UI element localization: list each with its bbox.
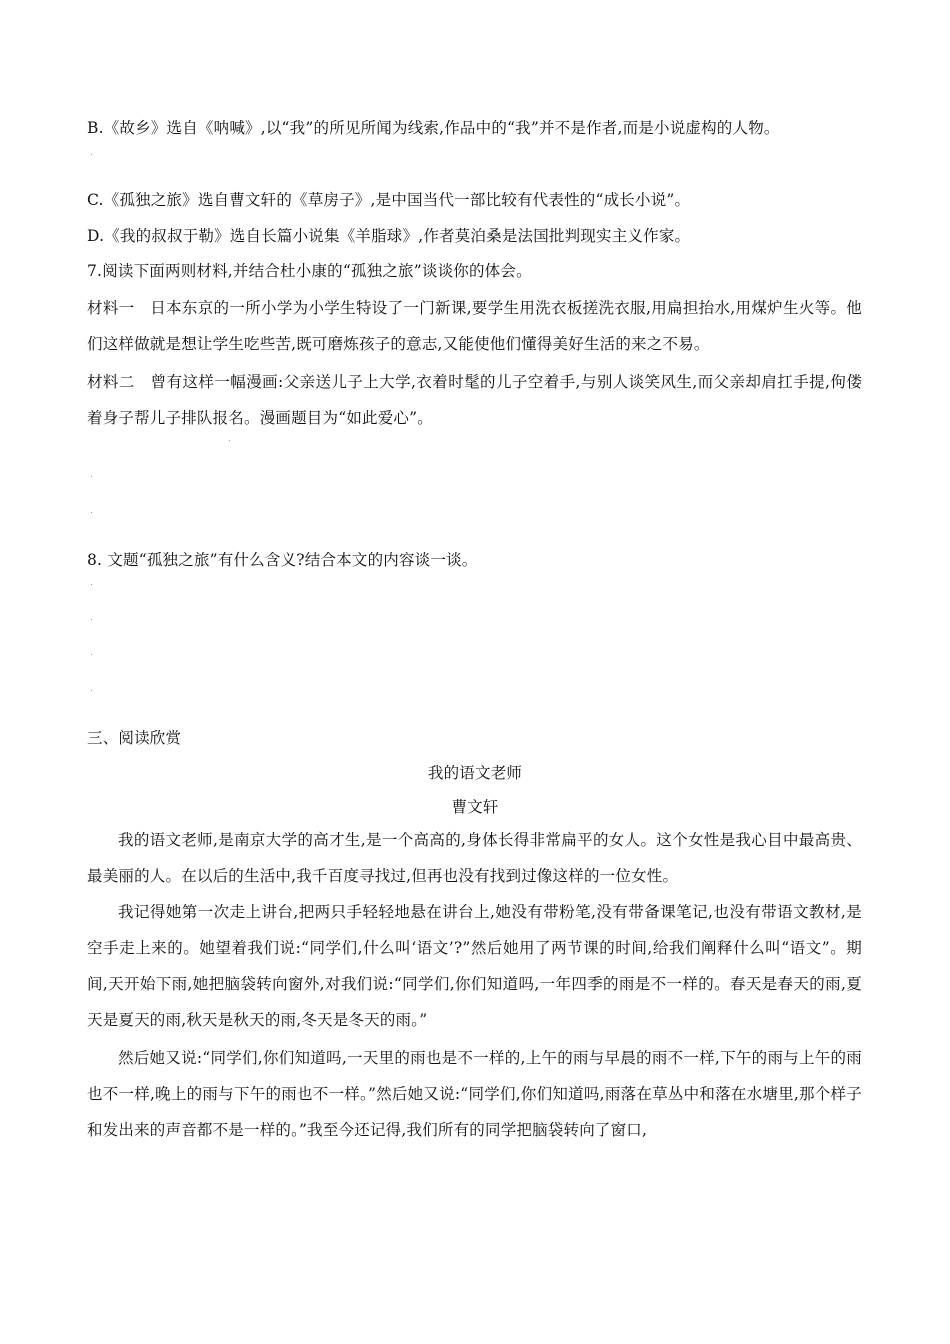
blank-line-marker: . <box>228 434 231 444</box>
section-3-heading: 三、阅读欣赏 <box>87 729 182 747</box>
article-paragraph-2: 我记得她第一次走上讲台,把两只手轻轻地悬在讲台上,她没有带粉笔,没有带备课笔记,也没有带语文教材,是空手走上来的。她望着我们说:“同学们,什么叫‘语文’?”然后她用了两节课的时间,给我们阐释什么叫“语文”。期间,天开始下雨,她把脑袋转向窗外,对我们说:“同学们,你们知道吗,一年四季的雨是不一样的。春天是春天的雨,夏天是夏天的雨,秋天是秋天的雨,冬天是冬天的雨。” <box>87 903 862 1029</box>
question-8-stem: 8. 文题“孤独之旅”有什么含义?结合本文的内容谈一谈。 <box>87 551 478 569</box>
blank-line-marker: . <box>90 684 93 694</box>
blank-line-marker: . <box>90 470 93 480</box>
blank-line-marker: . <box>90 578 93 588</box>
article-paragraph-1: 我的语文老师,是南京大学的高才生,是一个高高的,身体长得非常扁平的女人。这个女性是我心目中最高贵、最美丽的人。在以后的生活中,我千百度寻找过,但再也没有找到过像这样的一位女性。 <box>87 831 862 885</box>
question-7-material-1: 材料一 日本东京的一所小学为小学生特设了一门新课,要学生用洗衣板搓洗衣服,用扁担抬水,用煤炉生火等。他们这样做就是想让学生吃些苦,既可磨炼孩子的意志,又能使他们懂得美好生活的来之不易。 <box>87 299 862 353</box>
option-d: D.《我的叔叔于勒》选自长篇小说集《羊脂球》,作者莫泊桑是法国批判现实主义作家。 <box>87 227 691 245</box>
blank-line-marker: . <box>90 613 93 623</box>
option-b: B.《故乡》选自《呐喊》,以“我”的所见所闻为线索,作品中的“我”并不是作者,而是小说虚构的人物。 <box>87 119 780 137</box>
question-7-stem: 7.阅读下面两则材料,并结合杜小康的“孤独之旅”谈谈你的体会。 <box>87 262 532 280</box>
blank-line-marker: . <box>90 648 93 658</box>
option-c: C.《孤独之旅》选自曹文轩的《草房子》,是中国当代一部比较有代表性的“成长小说”。 <box>87 191 691 209</box>
article-paragraph-3: 然后她又说:“同学们,你们知道吗,一天里的雨也是不一样的,上午的雨与早晨的雨不一样,下午的雨与上午的雨也不一样,晚上的雨与下午的雨也不一样。”然后她又说:“同学们,你们知道吗,雨落在草丛中和落在水塘里,那个样子和发出来的声音都不是一样的。”我至今还记得,我们所有的同学把脑袋转向了窗口, <box>87 1049 862 1139</box>
article-title: 我的语文老师 <box>427 764 523 782</box>
article-author: 曹文轩 <box>451 798 499 816</box>
blank-line-marker: . <box>90 148 93 158</box>
blank-line-marker: . <box>90 506 93 516</box>
question-7-material-2: 材料二 曾有这样一幅漫画:父亲送儿子上大学,衣着时髦的儿子空着手,与别人谈笑风生,而父亲却肩扛手提,佝偻着身子帮儿子排队报名。漫画题目为“如此爱心”。 <box>87 373 862 427</box>
